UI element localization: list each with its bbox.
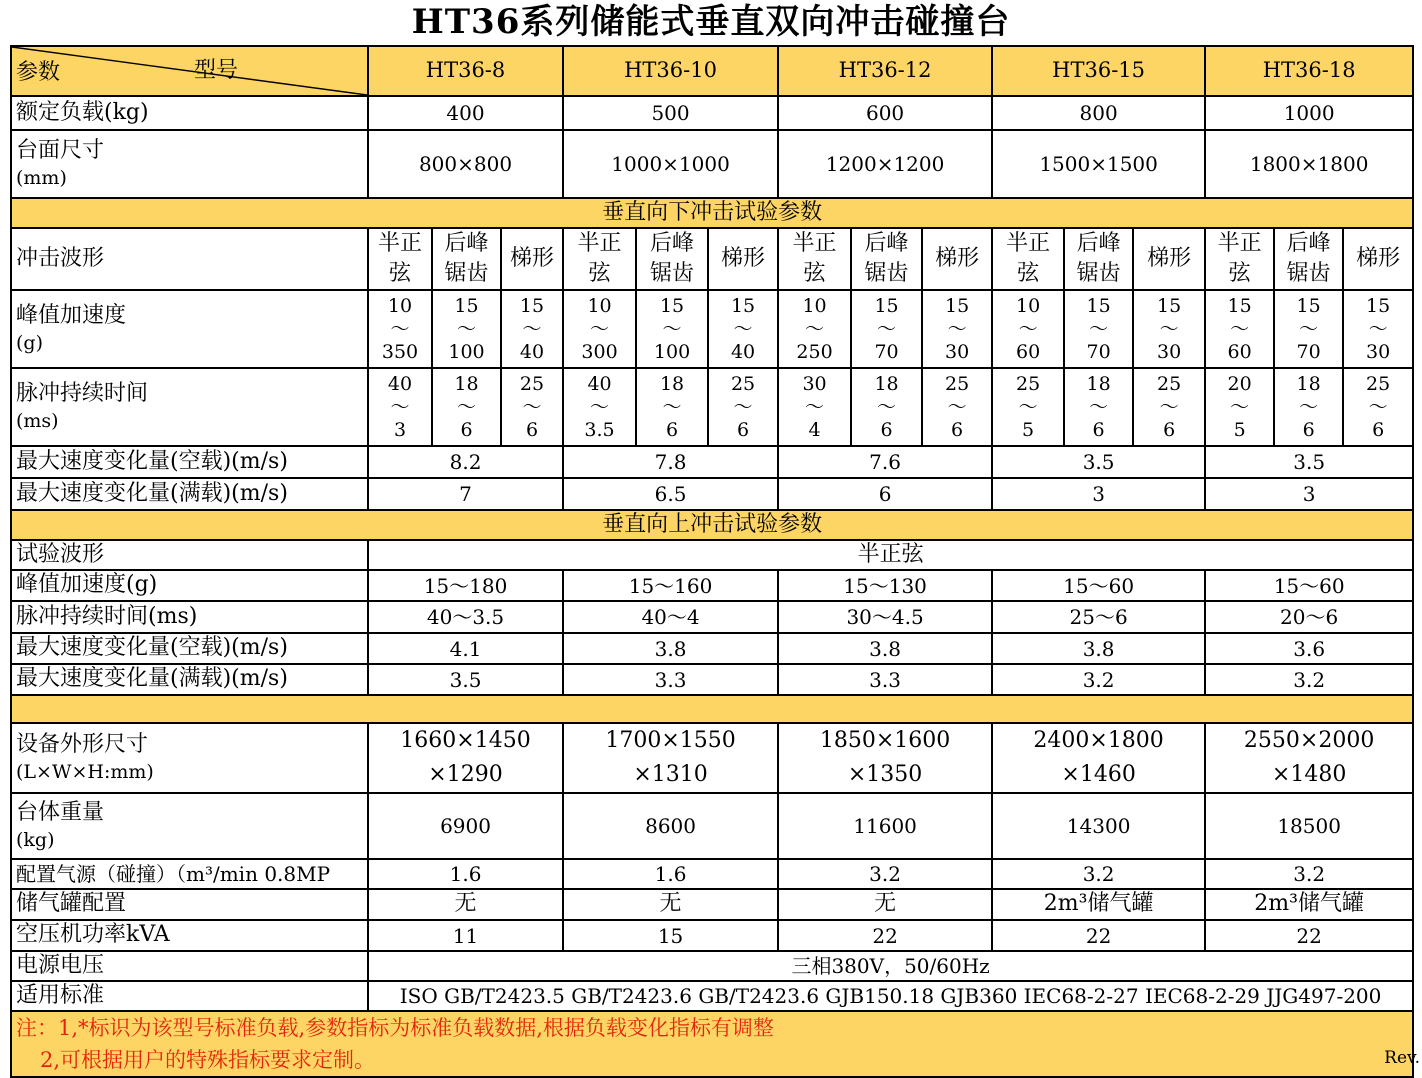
row-label-main: 脉冲持续时间 (16, 381, 149, 407)
blank-section-bar (11, 695, 1413, 723)
waveform-type-cell (432, 228, 501, 290)
cell-value: 2m³储气罐 (1205, 889, 1413, 920)
range-from: 15 (1227, 294, 1252, 317)
cell-value: 800 (992, 96, 1205, 130)
cell-value: 3.5 (368, 664, 563, 695)
cell-value: 2m³储气罐 (992, 889, 1205, 920)
waveform-type-text: 弦 (803, 261, 826, 286)
range-to: 40 (730, 340, 756, 363)
cell-value: 800×800 (368, 130, 563, 198)
range-cell (778, 290, 851, 368)
range-tilde: ～ (1299, 317, 1319, 340)
header-corner-cell (11, 46, 368, 96)
range-to: 30 (1157, 340, 1182, 363)
range-to: 30 (1366, 340, 1391, 363)
waveform-type-text: 梯形 (510, 245, 555, 271)
waveform-type-text: 半正 (577, 231, 622, 256)
cell-value (1205, 723, 1413, 793)
cell-value: 6.5 (563, 478, 778, 510)
cell-value: 400 (368, 96, 563, 130)
range-tilde: ～ (662, 317, 682, 340)
range-from: 15 (874, 294, 899, 317)
range-from: 20 (1227, 372, 1252, 395)
cell-value: 1000 (1205, 96, 1413, 130)
cell-value: 30～4.5 (778, 601, 992, 633)
cell-value: 8600 (563, 793, 778, 859)
note-line-2: 2,可根据用户的特殊指标要求定制。 (11, 1045, 1413, 1077)
cell-value: 11 (368, 920, 563, 951)
waveform-type-text: 弦 (388, 261, 411, 286)
range-tilde: ～ (947, 317, 967, 340)
range-cell (1205, 368, 1274, 446)
cell-value: 22 (992, 920, 1205, 951)
range-to: 70 (1296, 340, 1321, 363)
range-from: 18 (1296, 372, 1321, 395)
cell-value: 3.8 (778, 633, 992, 664)
range-from: 15 (1296, 294, 1321, 317)
dim-line-1: 2550×2000 (1243, 728, 1375, 753)
cell-value: 4.1 (368, 633, 563, 664)
range-tilde: ～ (733, 317, 753, 340)
row-label (11, 723, 368, 793)
range-cell (563, 290, 636, 368)
range-to: 6 (1092, 418, 1105, 441)
section-heading-up: 垂直向上冲击试验参数 (11, 510, 1413, 540)
waveform-type-text: 半正 (1217, 231, 1262, 256)
cell-value: 3.2 (1205, 859, 1413, 889)
range-from: 30 (802, 372, 827, 395)
waveform-type-cell (563, 228, 636, 290)
cell-value: 22 (1205, 920, 1413, 951)
range-from: 25 (1016, 372, 1041, 395)
range-cell (432, 290, 501, 368)
page-title: HT36系列储能式垂直双向冲击碰撞台 (411, 2, 1011, 42)
model-name: HT36-12 (778, 46, 992, 96)
dim-line-2: ×1460 (1061, 762, 1136, 787)
range-tilde: ～ (1368, 317, 1388, 340)
range-to: 3 (393, 418, 407, 441)
cell-value: 3.2 (992, 859, 1205, 889)
range-from: 10 (1016, 294, 1041, 317)
waveform-type-text: 半正 (1006, 231, 1051, 256)
range-tilde: ～ (805, 395, 825, 418)
range-cell (851, 290, 922, 368)
row-label (11, 130, 368, 198)
waveform-type-text: 后峰 (444, 231, 489, 256)
row-label: 空压机功率kVA (11, 920, 368, 951)
cell-value: 无 (778, 889, 992, 920)
range-tilde: ～ (1089, 395, 1109, 418)
range-tilde: ～ (1230, 317, 1250, 340)
range-to: 6 (1302, 418, 1315, 441)
cell-value: 15 (563, 920, 778, 951)
waveform-type-text: 锯齿 (864, 261, 909, 286)
range-from: 15 (730, 294, 756, 317)
range-to: 6 (460, 418, 473, 441)
range-cell (708, 290, 778, 368)
row-label (11, 793, 368, 859)
range-to: 60 (1016, 340, 1041, 363)
range-from: 25 (944, 372, 970, 395)
row-label-main: 台面尺寸 (16, 138, 105, 164)
range-cell (992, 290, 1064, 368)
range-from: 15 (659, 294, 685, 317)
cell-value: 3 (992, 478, 1205, 510)
range-tilde: ～ (456, 395, 476, 418)
row-label-main: 峰值加速度 (16, 303, 127, 329)
range-from: 25 (730, 372, 756, 395)
row-label: 峰值加速度(g) (11, 570, 368, 601)
range-to: 300 (581, 340, 618, 363)
cell-value: 14300 (992, 793, 1205, 859)
revision-mark: Rev. (1384, 1048, 1420, 1068)
range-tilde: ～ (1159, 395, 1179, 418)
row-label: 最大速度变化量(满载)(m/s) (11, 478, 368, 510)
range-tilde: ～ (456, 317, 476, 340)
dim-line-2: ×1350 (847, 762, 923, 787)
range-tilde: ～ (1159, 317, 1179, 340)
cell-value (992, 723, 1205, 793)
range-cell (1274, 290, 1343, 368)
cell-value (368, 723, 563, 793)
cell-value (563, 723, 778, 793)
range-to: 5 (1022, 418, 1035, 441)
range-cell (563, 368, 636, 446)
cell-value: 7.6 (778, 446, 992, 478)
range-to: 4 (808, 418, 821, 441)
model-name: HT36-15 (992, 46, 1205, 96)
waveform-type-cell (501, 228, 563, 290)
waveform-type-text: 锯齿 (650, 261, 695, 286)
range-cell (992, 368, 1064, 446)
range-to: 6 (951, 418, 964, 441)
row-label-unit: (kg) (16, 828, 55, 851)
range-cell (1274, 368, 1343, 446)
diagonal-divider (12, 47, 367, 95)
waveform-type-text: 梯形 (1147, 245, 1192, 271)
range-cell (1343, 290, 1413, 368)
model-name: HT36-18 (1205, 46, 1413, 96)
waveform-type-text: 锯齿 (1076, 261, 1121, 286)
cell-value: 3.2 (778, 859, 992, 889)
range-cell (1064, 368, 1133, 446)
row-label: 脉冲持续时间(ms) (11, 601, 368, 633)
row-label: 电源电压 (11, 951, 368, 981)
section-heading-down: 垂直向下冲击试验参数 (11, 198, 1413, 228)
cell-value: 15～130 (778, 570, 992, 601)
cell-value: 1800×1800 (1205, 130, 1413, 198)
range-cell (1343, 368, 1413, 446)
range-from: 25 (1366, 372, 1391, 395)
waveform-type-cell (992, 228, 1064, 290)
row-label: 储气罐配置 (11, 889, 368, 920)
cell-value: 20～6 (1205, 601, 1413, 633)
spec-table (10, 45, 1414, 1078)
cell-value: 11600 (778, 793, 992, 859)
cell-value: 3.2 (992, 664, 1205, 695)
cell-value: 6900 (368, 793, 563, 859)
row-label: 冲击波形 (11, 228, 368, 290)
waveform-type-cell (1064, 228, 1133, 290)
cell-value: 22 (778, 920, 992, 951)
cell-value: 三相380V，50/60Hz (368, 951, 1413, 981)
range-to: 6 (665, 418, 679, 441)
range-from: 15 (1366, 294, 1391, 317)
range-tilde: ～ (390, 395, 410, 418)
model-name: HT36-10 (563, 46, 778, 96)
range-to: 100 (448, 340, 485, 363)
cell-value: 40～4 (563, 601, 778, 633)
range-cell (851, 368, 922, 446)
row-label: 最大速度变化量(空载)(m/s) (11, 446, 368, 478)
row-label: 试验波形 (11, 540, 368, 570)
range-cell (432, 368, 501, 446)
range-tilde: ～ (947, 395, 967, 418)
cell-value: 18500 (1205, 793, 1413, 859)
dim-line-2: ×1480 (1271, 762, 1347, 787)
range-to: 3.5 (584, 418, 615, 441)
range-to: 350 (381, 340, 419, 363)
range-cell (501, 368, 563, 446)
range-to: 100 (653, 340, 691, 363)
range-tilde: ～ (1018, 317, 1038, 340)
row-label-main: 设备外形尺寸 (16, 732, 149, 758)
range-from: 15 (1157, 294, 1182, 317)
range-from: 40 (587, 372, 612, 395)
range-tilde: ～ (522, 317, 542, 340)
waveform-type-text: 弦 (1228, 261, 1251, 286)
cell-value: 3.5 (1205, 446, 1413, 478)
note-line-1: 注：1,*标识为该型号标准负载,参数指标为标准负载数据,根据负载变化指标有调整 (11, 1011, 1413, 1045)
cell-value: 25～6 (992, 601, 1205, 633)
range-to: 6 (737, 418, 750, 441)
waveform-type-cell (778, 228, 851, 290)
range-cell (1064, 290, 1133, 368)
range-from: 15 (1086, 294, 1111, 317)
cell-value: 1.6 (563, 859, 778, 889)
waveform-type-cell (922, 228, 992, 290)
cell-value: 500 (563, 96, 778, 130)
range-tilde: ～ (590, 395, 610, 418)
cell-value: 40～3.5 (368, 601, 563, 633)
cell-value: 15～160 (563, 570, 778, 601)
range-tilde: ～ (1368, 395, 1388, 418)
dim-line-2: ×1310 (633, 762, 708, 787)
cell-value: 600 (778, 96, 992, 130)
cell-value (778, 723, 992, 793)
cell-value: 1.6 (368, 859, 563, 889)
cell-value: ISO GB/T2423.5 GB/T2423.6 GB/T2423.6 GJB150.18 GJB360 IEC68-2-27 IEC68-2-29 JJG497-200 (368, 981, 1413, 1011)
range-from: 10 (387, 294, 413, 317)
cell-value: 6 (778, 478, 992, 510)
waveform-type-text: 锯齿 (444, 261, 489, 286)
waveform-type-cell (1343, 228, 1413, 290)
range-from: 15 (454, 294, 479, 317)
range-cell (922, 368, 992, 446)
cell-value: 3.2 (1205, 664, 1413, 695)
waveform-type-text: 梯形 (721, 245, 766, 271)
waveform-type-text: 后峰 (1076, 231, 1121, 256)
range-cell (501, 290, 563, 368)
range-tilde: ～ (522, 395, 542, 418)
range-tilde: ～ (390, 317, 410, 340)
range-from: 18 (454, 372, 479, 395)
row-label-unit: (mm) (16, 166, 67, 189)
waveform-type-text: 梯形 (1356, 245, 1401, 271)
cell-value: 3.8 (563, 633, 778, 664)
cell-value: 3.6 (1205, 633, 1413, 664)
param-label: 参数 (16, 59, 61, 85)
range-cell (1133, 368, 1205, 446)
range-to: 70 (874, 340, 899, 363)
range-cell (636, 368, 708, 446)
row-label: 最大速度变化量(空载)(m/s) (11, 633, 368, 664)
range-to: 6 (525, 418, 539, 441)
waveform-type-cell (636, 228, 708, 290)
row-label-unit: (g) (16, 331, 43, 354)
range-from: 40 (387, 372, 413, 395)
cell-value: 3.3 (563, 664, 778, 695)
waveform-type-text: 梯形 (935, 245, 980, 271)
range-cell (922, 290, 992, 368)
range-from: 18 (874, 372, 899, 395)
range-tilde: ～ (1299, 395, 1319, 418)
range-cell (708, 368, 778, 446)
waveform-type-cell (1274, 228, 1343, 290)
range-tilde: ～ (733, 395, 753, 418)
range-from: 18 (1086, 372, 1111, 395)
cell-value: 1500×1500 (992, 130, 1205, 198)
range-tilde: ～ (877, 317, 897, 340)
range-to: 6 (880, 418, 893, 441)
waveform-type-text: 半正 (377, 231, 422, 256)
range-cell (1205, 290, 1274, 368)
cell-value: 1200×1200 (778, 130, 992, 198)
range-from: 18 (659, 372, 685, 395)
waveform-type-cell (708, 228, 778, 290)
cell-value: 8.2 (368, 446, 563, 478)
row-label-unit: (ms) (16, 409, 59, 432)
range-from: 25 (1157, 372, 1182, 395)
row-label (11, 290, 368, 368)
cell-value: 半正弦 (368, 540, 1413, 570)
range-to: 40 (519, 340, 545, 363)
row-label-main: 台体重量 (16, 800, 105, 826)
range-cell (368, 290, 432, 368)
waveform-type-cell (1205, 228, 1274, 290)
range-to: 60 (1227, 340, 1252, 363)
waveform-type-text: 后峰 (650, 231, 695, 256)
range-cell (1133, 290, 1205, 368)
cell-value: 3 (1205, 478, 1413, 510)
waveform-type-text: 后峰 (864, 231, 909, 256)
cell-value: 3.8 (992, 633, 1205, 664)
range-tilde: ～ (662, 395, 682, 418)
range-to: 6 (1163, 418, 1176, 441)
range-to: 6 (1372, 418, 1385, 441)
cell-value: 15～60 (992, 570, 1205, 601)
range-from: 15 (519, 294, 545, 317)
dim-line-2: ×1290 (428, 762, 503, 787)
range-to: 70 (1086, 340, 1111, 363)
row-label: 额定负载(kg) (11, 96, 368, 130)
range-to: 5 (1233, 418, 1246, 441)
row-label-unit: (L×W×H:mm) (16, 760, 154, 783)
waveform-type-text: 半正 (792, 231, 837, 256)
cell-value: 无 (563, 889, 778, 920)
waveform-type-text: 后峰 (1286, 231, 1331, 256)
model-label: 型号 (194, 58, 239, 83)
cell-value: 7.8 (563, 446, 778, 478)
range-tilde: ～ (805, 317, 825, 340)
waveform-type-text: 弦 (588, 261, 611, 286)
range-tilde: ～ (1018, 395, 1038, 418)
range-from: 15 (944, 294, 970, 317)
range-cell (636, 290, 708, 368)
cell-value: 15～60 (1205, 570, 1413, 601)
range-cell (368, 368, 432, 446)
range-tilde: ～ (877, 395, 897, 418)
waveform-type-cell (851, 228, 922, 290)
waveform-type-text: 弦 (1017, 261, 1040, 286)
range-cell (778, 368, 851, 446)
dim-line-1: 2400×1800 (1033, 728, 1164, 753)
range-to: 30 (944, 340, 970, 363)
range-from: 10 (802, 294, 827, 317)
range-from: 25 (519, 372, 545, 395)
row-label: 最大速度变化量(满载)(m/s) (11, 664, 368, 695)
range-from: 10 (587, 294, 612, 317)
range-tilde: ～ (1089, 317, 1109, 340)
waveform-type-cell (1133, 228, 1205, 290)
row-label (11, 368, 368, 446)
dim-line-1: 1850×1600 (819, 728, 951, 753)
cell-value: 7 (368, 478, 563, 510)
range-tilde: ～ (1230, 395, 1250, 418)
waveform-type-cell (368, 228, 432, 290)
waveform-type-text: 锯齿 (1286, 261, 1331, 286)
cell-value: 1000×1000 (563, 130, 778, 198)
cell-value: 3.3 (778, 664, 992, 695)
model-name: HT36-8 (368, 46, 563, 96)
cell-value: 无 (368, 889, 563, 920)
cell-value: 3.5 (992, 446, 1205, 478)
dim-line-1: 1660×1450 (400, 728, 531, 753)
range-to: 250 (796, 340, 833, 363)
row-label: 配置气源（碰撞）（m³/min 0.8MP (11, 859, 368, 889)
row-label: 适用标准 (11, 981, 368, 1011)
cell-value: 15～180 (368, 570, 563, 601)
dim-line-1: 1700×1550 (605, 728, 736, 753)
range-tilde: ～ (590, 317, 610, 340)
